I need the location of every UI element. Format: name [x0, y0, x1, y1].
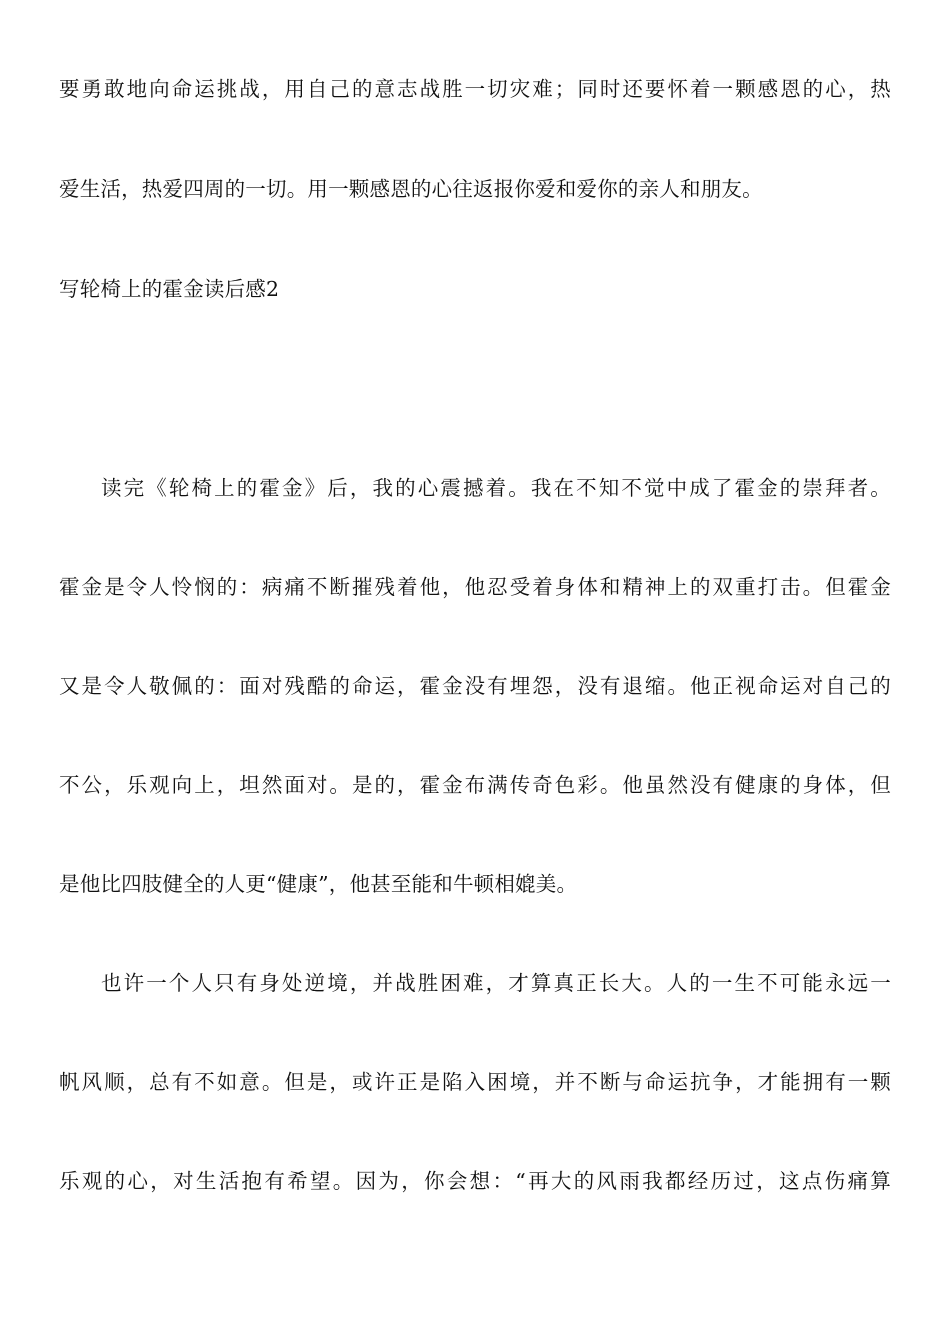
paragraph-3-line-3: 乐观的心，对生活抱有希望。因为，你会想：“再大的风雨我都经历过，这点伤痛算	[59, 1169, 891, 1193]
section-heading: 写轮椅上的霍金读后感2	[59, 277, 280, 301]
paragraph-1-line-1: 要勇敢地向命运挑战，用自己的意志战胜一切灾难；同时还要怀着一颗感恩的心，热	[59, 77, 891, 101]
paragraph-3-line-2: 帆风顺，总有不如意。但是，或许正是陷入困境，并不断与命运抗争，才能拥有一颗	[59, 1070, 891, 1094]
paragraph-2-line-4: 不公，乐观向上，坦然面对。是的，霍金布满传奇色彩。他虽然没有健康的身体，但	[59, 773, 891, 797]
paragraph-3-line-1: 也许一个人只有身处逆境，并战胜困难，才算真正长大。人的一生不可能永远一	[101, 971, 891, 995]
paragraph-1-line-2: 爱生活，热爱四周的一切。用一颗感恩的心往返报你爱和爱你的亲人和朋友。	[59, 177, 763, 201]
paragraph-2-line-1: 读完《轮椅上的霍金》后，我的心震撼着。我在不知不觉中成了霍金的崇拜者。	[101, 476, 891, 500]
paragraph-2-line-3: 又是令人敬佩的：面对残酷的命运，霍金没有埋怨，没有退缩。他正视命运对自己的	[59, 674, 891, 698]
paragraph-2-line-2: 霍金是令人怜悯的：病痛不断摧残着他，他忍受着身体和精神上的双重打击。但霍金	[59, 575, 891, 599]
paragraph-2-line-5: 是他比四肢健全的人更“健康”，他甚至能和牛顿相媲美。	[59, 872, 578, 896]
